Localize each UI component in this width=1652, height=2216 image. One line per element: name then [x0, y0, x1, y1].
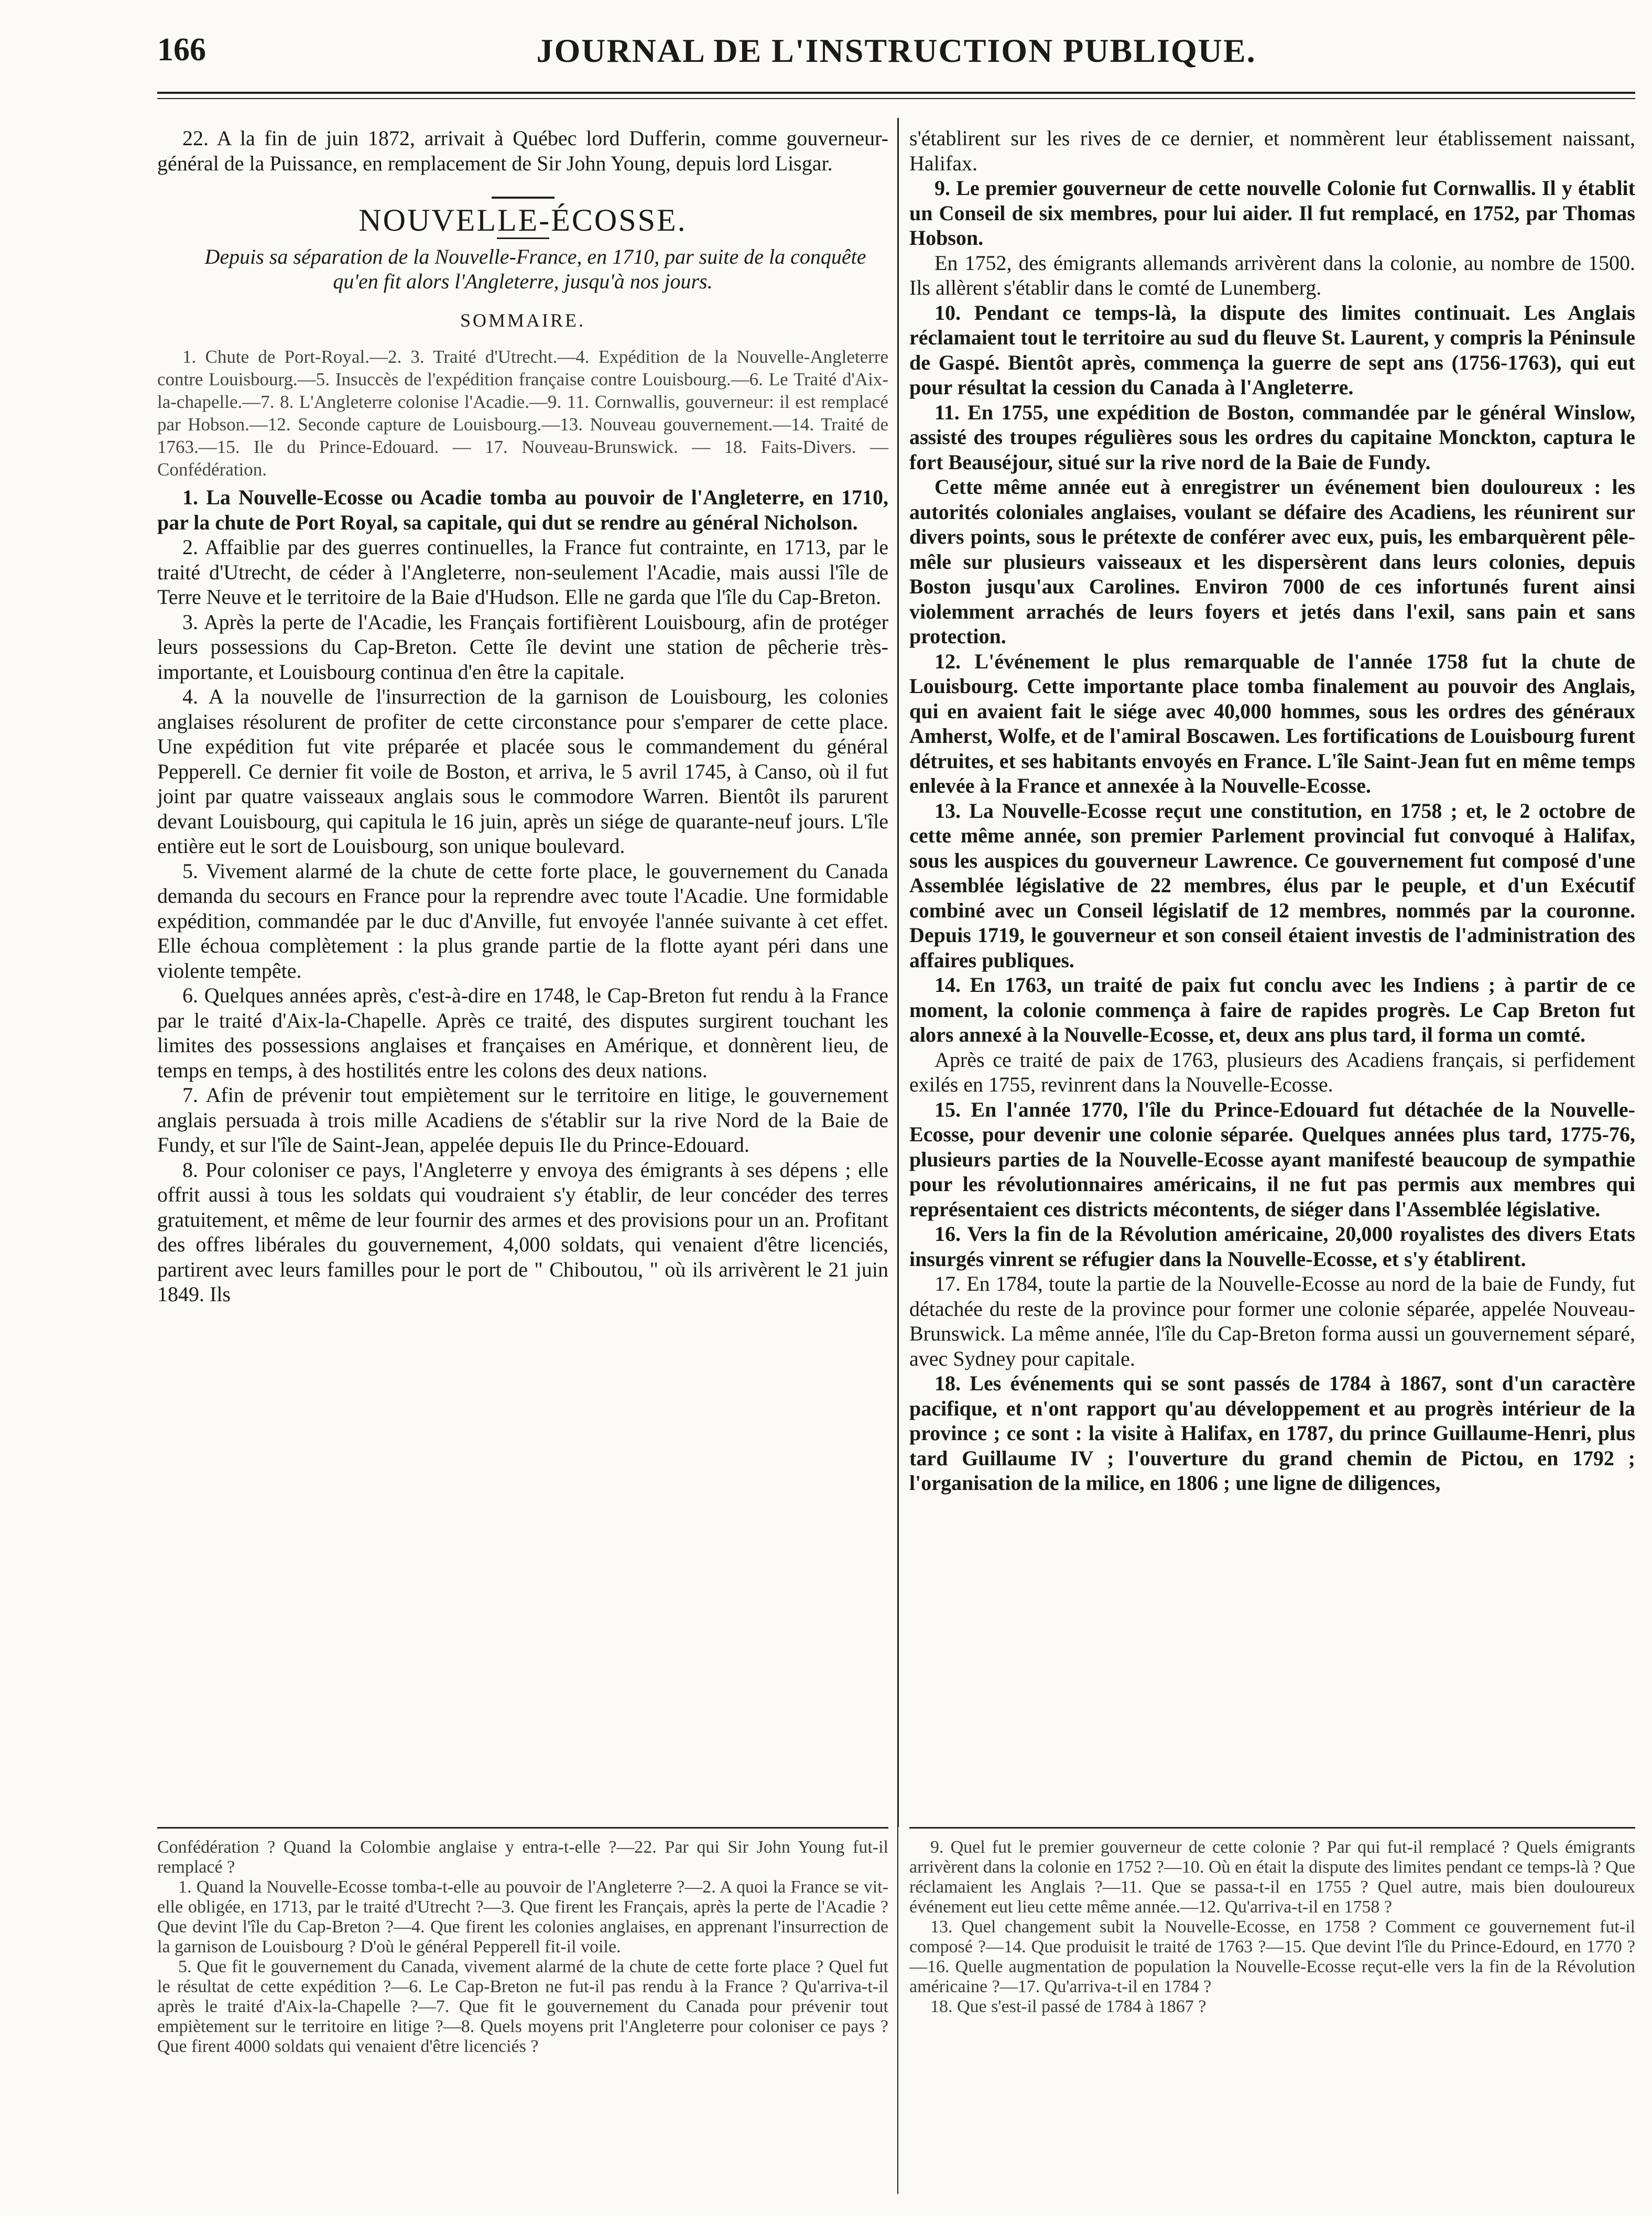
section-subtitle: Depuis sa séparation de la Nouvelle-France, en 1710, par suite de la conquête qu'en fit alors l'Angleterre, jusqu'à nos jours.	[204, 244, 866, 293]
questions-rule-right	[909, 1827, 1635, 1829]
left-column	[157, 126, 888, 1307]
article-paragraph: 9. Le premier gouverneur de cette nouvelle Colonie fut Cornwallis. Il y établit un Conseil de six membres, pour lui aider. Il fut remplacé, en 1752, par Thomas Hobson.	[909, 176, 1635, 250]
intro-paragraph: 22. A la fin de juin 1872, arrivait à Québec lord Dufferin, comme gouverneur-général de la Puissance, en remplacement de Sir John Young, depuis lord Lisgar.	[157, 126, 888, 175]
article-paragraph: 16. Vers la fin de la Révolution américaine, 20,000 royalistes des divers Etats insurgés vinrent se réfugier dans la Nouvelle-Ecosse, et s'y établirent.	[909, 1222, 1635, 1271]
article-paragraph: 2. Affaiblie par des guerres continuelles, la France fut contrainte, en 1713, par le traité d'Utrecht, de céder à l'Angleterre, non-seulement l'Acadie, mais aussi l'île de Terre Neuve et le territoire de la Baie d'Hudson. Elle ne garda que l'île du Cap-Breton.	[157, 535, 888, 609]
header-rule	[157, 92, 1635, 99]
review-question: 1. Quand la Nouvelle-Ecosse tomba-t-elle au pouvoir de l'Angleterre ?—2. A quoi la France se vit-elle obligée, en 1713, par le traité d'Utrecht ?—3. Que firent les Français, après la perte de l'Acadie ? Que devint l'île du Cap-Breton ?—4. Que firent les colonies anglaises, en apprenant l'insurrection de la garnison de Louisbourg ? D'où le général Pepperell fit-il voile.	[157, 1877, 888, 1956]
page-number: 166	[157, 32, 206, 68]
right-paragraphs	[909, 126, 1635, 1496]
article-paragraph: 3. Après la perte de l'Acadie, les Français fortifièrent Louisbourg, afin de protéger leurs possessions du Cap-Breton. Cette île devint une station de pêcherie très-importante, et Louisbourg continua d'en être la capitale.	[157, 610, 888, 684]
article-paragraph: 8. Pour coloniser ce pays, l'Angleterre y envoya des émigrants à ses dépens ; elle offrit aussi à tous les soldats qui voudraient s'y établir, de leur concéder des terres gratuitement, et même de leur fournir des armes et des provisions pour un an. Profitant des offres libérales du gouvernement, 4,000 soldats, qui venaient d'être licenciés, partirent avec leurs familles pour le port de " Chiboutou, " où ils arrivèrent le 21 juin 1849. Ils	[157, 1158, 888, 1306]
article-paragraph: 6. Quelques années après, c'est-à-dire en 1748, le Cap-Breton fut rendu à la France par le traité d'Aix-la-Chapelle. Après ce traité, des disputes surgirent touchant les limites des possessions anglaises et françaises en Amérique, et donnèrent lieu, de temps en temps, à des hostilités entre les colons des deux nations.	[157, 983, 888, 1082]
article-paragraph: 10. Pendant ce temps-là, la dispute des limites continuait. Les Anglais réclamaient tout le territoire au sud du fleuve St. Laurent, y compris la Péninsule de Gaspé. Bientôt après, commença la guerre de sept ans (1756-1763), qui eut pour résultat la cession du Canada à l'Angleterre.	[909, 300, 1635, 399]
article-paragraph: 11. En 1755, une expédition de Boston, commandée par le général Winslow, assisté des troupes régulières sous les ordres du capitaine Monckton, captura le fort Beauséjour, situé sur la rive nord de la Baie de Fundy.	[909, 400, 1635, 474]
article-paragraph: 5. Vivement alarmé de la chute de cette forte place, le gouvernement du Canada demanda du secours en France pour la reprendre avec toute l'Acadie. Une formidable expédition, commandée par le duc d'Anville, fut envoyée l'année suivante à cet effet. Elle échoua complètement : la plus grande partie de la flotte ayant péri dans une violente tempête.	[157, 859, 888, 982]
questions-right	[909, 1837, 1635, 2017]
right-column	[909, 126, 1635, 1496]
sommaire-title: SOMMAIRE.	[460, 309, 586, 331]
article-paragraph: 7. Afin de prévenir tout empiètement sur le territoire en litige, le gouvernement anglais persuada à trois mille Acadiens de s'établir sur la rive Nord de la Baie de Fundy, et sur l'île de Saint-Jean, appelée depuis Ile du Prince-Edouard.	[157, 1083, 888, 1156]
article-paragraph: 12. L'événement le plus remarquable de l'année 1758 fut la chute de Louisbourg. Cette importante place tomba finalement au pouvoir des Anglais, qui en avaient fait le siége avec 40,000 hommes, sous les ordres des généraux Amherst, Wolfe, et de l'amiral Boscawen. Les fortifications de Louisbourg furent détruites, et ses habitants envoyés en France. L'île Saint-Jean fut en même temps enlevée à la France et annexée à la Nouvelle-Ecosse.	[909, 649, 1635, 797]
left-paragraphs	[157, 485, 888, 1307]
article-paragraph: 18. Les événements qui se sont passés de 1784 à 1867, sont d'un caractère pacifique, et n'ont rapport qu'au développement et au progrès intérieur de la province ; ce sont : la visite à Halifax, en 1787, du prince Guillaume-Henri, plus tard Guillaume IV ; l'ouverture du grand chemin de Pictou, en 1792 ; l'organisation de la milice, en 1806 ; une ligne de diligences,	[909, 1371, 1635, 1495]
sommaire-text: 1. Chute de Port-Royal.—2. 3. Traité d'Utrecht.—4. Expédition de la Nouvelle-Angleterre contre Louisbourg.—5. Insuccès de l'expédition française contre Louisbourg.—6. Le Traité d'Aix-la-chapelle.—7. 8. L'Angleterre colonise l'Acadie.—9. 11. Cornwallis, gouverneur: il est remplacé par Hobson.—12. Seconde capture de Louisbourg.—13. Nouveau gouvernement.—14. Traité de 1763.—15. Ile du Prince-Edouard. — 17. Nouveau-Brunswick. — 18. Faits-Divers. — Confédération.	[157, 347, 888, 480]
article-paragraph: 4. A la nouvelle de l'insurrection de la garnison de Louisbourg, les colonies anglaises résolurent de profiter de cette circonstance pour s'emparer de cette place. Une expédition fut vite préparée et placée sous le commandement du général Pepperell. Ce dernier fit voile de Boston, et arriva, le 5 avril 1745, à Canso, où il fut joint par quatre vaisseaux anglais sous le commodore Warren. Bientôt ils parurent devant Louisbourg, qui capitula le 16 juin, après un siége de quarante-neuf jours. L'île entière eut le sort de Louisbourg, son unique boulevard.	[157, 685, 888, 858]
review-question: 18. Que s'est-il passé de 1784 à 1867 ?	[930, 1997, 1207, 2016]
journal-title: JOURNAL DE L'INSTRUCTION PUBLIQUE.	[536, 32, 1256, 69]
article-paragraph: 13. La Nouvelle-Ecosse reçut une constitution, en 1758 ; et, le 2 octobre de cette même année, son premier Parlement provincial fut convoqué à Halifax, sous les auspices du gouverneur Lawrence. Ce gouvernement fut composé d'une Assemblée législative de 22 membres, élus par le peuple, et d'un Exécutif combiné avec un Conseil législatif de 12 membres, nommés par la couronne. Depuis 1719, le gouverneur et son conseil étaient investis de l'administration des affaires publiques.	[909, 798, 1635, 972]
review-question: 9. Quel fut le premier gouverneur de cette colonie ? Par qui fut-il remplacé ? Quels émigrants arrivèrent dans la colonie en 1752 ?—10. Où en était la dispute des limites pendant ce temps-là ? Que réclamaient les Anglais ?—11. Que se passa-t-il en 1755 ? Quel autre, mais bien douloureux événement eut lieu cette même année.—12. Qu'arriva-t-il en 1758 ?	[909, 1837, 1635, 1917]
article-paragraph: 17. En 1784, toute la partie de la Nouvelle-Ecosse au nord de la baie de Fundy, fut détachée du reste de la province pour former une colonie séparée, appelée Nouveau-Brunswick. La même année, l'île du Cap-Breton forma aussi un gouvernement séparé, avec Sydney pour capitale.	[909, 1272, 1635, 1370]
review-question: 13. Quel changement subit la Nouvelle-Ecosse, en 1758 ? Comment ce gouvernement fut-il composé ?—14. Que produisit le traité de 1763 ?—15. Que devint l'île du Prince-Edourd, en 1770 ?—16. Quelle augmentation de population la Nouvelle-Ecosse reçut-elle vers la fin de la Révolution américaine ?—17. Qu'arriva-t-il en 1784 ?	[909, 1917, 1635, 1996]
review-question: 5. Que fit le gouvernement du Canada, vivement alarmé de la chute de cette forte place ? Quel fut le résultat de cette expédition ?—6. Le Cap-Breton ne fut-il pas rendu à la France ? Qu'arriva-t-il après le traité d'Aix-la-Chapelle ?—7. Que fit le gouvernement du Canada pour prévenir tout empiètement sur le territoire en litige ?—8. Quels moyens prit l'Angleterre pour coloniser ce pays ? Que firent 4000 soldats qui venaient d'être licenciés ?	[157, 1957, 888, 2056]
questions-left	[157, 1837, 888, 2057]
article-paragraph: s'établirent sur les rives de ce dernier, et nommèrent leur établissement naissant, Halifax.	[909, 126, 1635, 175]
column-divider	[897, 118, 899, 1827]
questions-rule-left	[157, 1827, 888, 1829]
article-paragraph: Cette même année eut à enregistrer un événement bien douloureux : les autorités coloniales anglaises, voulant se défaire des Acadiens, les réunirent sur divers points, sous le prétexte de conférer avec eux, puis, les embarquèrent pêle-mêle sur plusieurs vaisseaux et les dispersèrent dans leurs colonies, depuis Boston jusqu'aux Carolines. Environ 7000 de ces infortunés furent ainsi violemment arrachés de leurs foyers et jetés dans l'exil, sans pain et sans protection.	[909, 475, 1635, 648]
article-paragraph: Après ce traité de paix de 1763, plusieurs des Acadiens français, si perfidement exilés en 1755, revinrent dans la Nouvelle-Ecosse.	[909, 1047, 1635, 1096]
review-question: Confédération ? Quand la Colombie anglaise y entra-t-elle ?—22. Par qui Sir John Young fut-il remplacé ?	[157, 1837, 888, 1877]
section-title: NOUVELLE-ÉCOSSE.	[358, 203, 687, 237]
page-header	[157, 31, 1635, 79]
article-paragraph: 1. La Nouvelle-Ecosse ou Acadie tomba au pouvoir de l'Angleterre, en 1710, par la chute de Port Royal, sa capitale, qui dut se rendre au général Nicholson.	[157, 485, 888, 534]
article-paragraph: 14. En 1763, un traité de paix fut conclu avec les Indiens ; à partir de ce moment, la colonie commença à faire de rapides progrès. Le Cap Breton fut alors annexé à la Nouvelle-Ecosse, et, deux ans plus tard, il forma un comté.	[909, 973, 1635, 1046]
section-rule	[492, 197, 555, 199]
article-paragraph: En 1752, des émigrants allemands arrivèrent dans la colonie, au nombre de 1500. Ils allèrent s'établir dans le comté de Lunemberg.	[909, 251, 1635, 299]
article-paragraph: 15. En l'année 1770, l'île du Prince-Edouard fut détachée de la Nouvelle-Ecosse, pour devenir une colonie séparée. Quelques années plus tard, 1775-76, plusieurs parties de la Nouvelle-Ecosse ayant manifesté beaucoup de sympathie pour les révolutionnaires américains, il ne fut pas permis aux membres qui représentaient ces districts mécontents, de siéger dans l'Assemblée législative.	[909, 1097, 1635, 1221]
questions-divider	[897, 1827, 898, 2194]
